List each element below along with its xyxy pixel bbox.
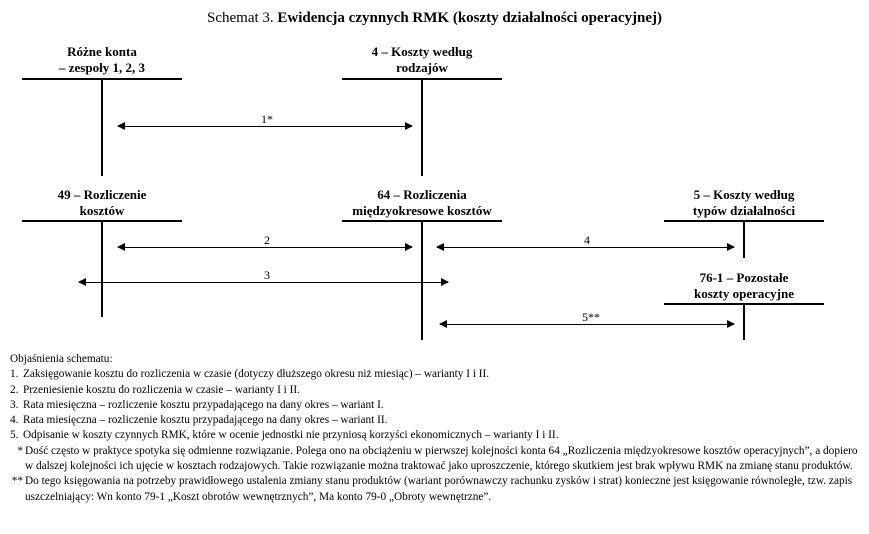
- arrow-5-label: 5**: [582, 310, 600, 324]
- legend-note-2: [10, 474, 860, 505]
- account-76-1-line1: 76-1 – Pozostałe: [699, 270, 789, 285]
- account-4-line2: rodzajów: [396, 60, 448, 75]
- t-account-5-stem: [743, 221, 745, 258]
- account-64-line2: międzyokresowe kosztów: [352, 203, 492, 218]
- legend-item-3-text: Rata miesięczna – rozliczenie kosztu przypadającego na dany okres – wariant I.: [23, 398, 384, 411]
- arrow-4-right-head: [727, 243, 735, 251]
- t-account-64-stem: [421, 221, 423, 340]
- legend-item-3: [10, 398, 860, 413]
- account-4-line1: 4 – Koszty według: [371, 44, 473, 59]
- title-main: Ewidencja czynnych RMK (koszty działalności operacyjnej): [277, 10, 662, 26]
- legend-item-2: [10, 383, 860, 398]
- legend-item-1: [10, 367, 860, 382]
- arrow-3-left-head: [78, 278, 86, 286]
- account-4-label: [342, 44, 502, 76]
- legend-item-5-text: Odpisanie w koszty czynnych RMK, które w ocenie jednostki nie przyniosą korzyści ekonomicznych – warianty I i II.: [23, 429, 559, 442]
- account-49-line2: kosztów: [79, 203, 125, 218]
- arrow-3-label: 3: [264, 268, 270, 282]
- t-account-rozne-stem: [101, 79, 103, 176]
- arrow-5-right-head: [727, 320, 735, 328]
- legend-note-1-marker: *: [17, 444, 23, 457]
- legend-note-1: [10, 444, 860, 475]
- legend-item-4-marker: 4.: [10, 414, 19, 427]
- t-account-4-stem: [421, 79, 423, 176]
- legend-item-1-text: Zaksięgowanie kosztu do rozliczenia w czasie (dotyczy dłuższego okresu niż miesiąc) – warianty I i II.: [23, 368, 490, 381]
- account-5-label: [664, 187, 824, 219]
- legend-item-4: [10, 413, 860, 428]
- legend-item-3-marker: 3.: [10, 398, 19, 411]
- legend-heading: Objaśnienia schematu:: [10, 353, 113, 365]
- legend-item-2-text: Przeniesienie kosztu do rozliczenia w czasie – warianty I i II.: [23, 383, 300, 396]
- arrow-4-label: 4: [584, 233, 590, 247]
- legend: [10, 352, 860, 505]
- account-rozne-konta-label: [22, 44, 182, 76]
- legend-item-5-marker: 5.: [10, 429, 19, 442]
- arrow-3-right-head: [441, 278, 449, 286]
- account-5-line1: 5 – Koszty według: [693, 187, 795, 202]
- arrow-1-left-head: [117, 122, 125, 130]
- legend-note-1-text: Dość często w praktyce spotyka się odmienne rozwiązanie. Polega ono na obciążeniu w pierwszej kolejności konta 64 „Rozliczenia międzyokresowe kosztów operacyjnych”, a dopiero w dalszej kolejności ich ujęcie w kosztach rodzajowych. Takie rozwiązanie można traktować jako uproszczenie, którego skutkiem jest brak wpływu RMK na zmianę stanu produktów.: [25, 444, 858, 473]
- diagram-title: [0, 10, 869, 27]
- account-76-1-line2: koszty operacyjne: [693, 286, 794, 301]
- arrow-4-left-head: [436, 243, 444, 251]
- account-64-label: [336, 187, 508, 219]
- legend-item-4-text: Rata miesięczna – rozliczenie kosztu przypadającego na dany okres – wariant II.: [23, 414, 388, 427]
- t-account-49-stem: [101, 221, 103, 317]
- account-5-line2: typów działalności: [692, 203, 796, 218]
- account-76-1-label: [664, 270, 824, 302]
- arrow-2-right-head: [405, 243, 413, 251]
- arrow-5-left-head: [439, 320, 447, 328]
- legend-item-5: [10, 428, 860, 443]
- arrow-1-right-head: [405, 122, 413, 130]
- account-64-line1: 64 – Rozliczenia: [377, 187, 467, 202]
- account-49-label: [22, 187, 182, 219]
- arrow-1-label: 1*: [261, 112, 273, 126]
- account-rozne-konta-line1: Różne konta: [67, 44, 137, 59]
- t-account-76-1-stem: [743, 304, 745, 340]
- arrow-2-left-head: [117, 243, 125, 251]
- legend-item-2-marker: 2.: [10, 383, 19, 396]
- legend-note-2-marker: **: [11, 475, 23, 488]
- legend-note-2-text: Do tego księgowania na potrzeby prawidłowego ustalenia zmiany stanu produktów (wariant porównawczy rachunku zysków i strat) konieczne jest księgowanie równoległe, tzw. zapis uszczelniający: Wn konto 79-1 „Koszt obrotów wewnętrznych”, Ma konto 79-0 „Obroty wewnętrzne”.: [25, 475, 853, 503]
- arrow-2-label: 2: [264, 233, 270, 247]
- account-rozne-konta-line2: – zespoły 1, 2, 3: [59, 60, 145, 75]
- account-49-line1: 49 – Rozliczenie: [57, 187, 147, 202]
- legend-item-1-marker: 1.: [10, 368, 19, 381]
- title-prefix: Schemat 3.: [207, 10, 274, 26]
